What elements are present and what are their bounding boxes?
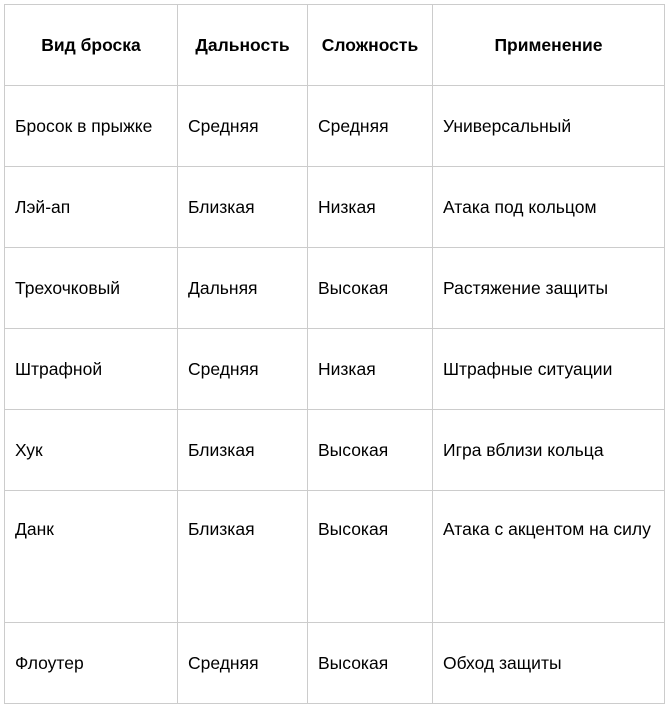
header-shot-type: Вид броска — [5, 5, 178, 86]
cell-range: Средняя — [178, 623, 308, 704]
cell-difficulty: Высокая — [308, 623, 433, 704]
table-row — [5, 329, 665, 410]
header-difficulty: Сложность — [308, 5, 433, 86]
cell-range: Дальняя — [178, 248, 308, 329]
cell-difficulty: Низкая — [308, 167, 433, 248]
table-row — [5, 410, 665, 491]
cell-range: Близкая — [178, 491, 308, 623]
cell-difficulty: Низкая — [308, 329, 433, 410]
cell-difficulty: Высокая — [308, 491, 433, 623]
header-range: Дальность — [178, 5, 308, 86]
cell-usage: Игра вблизи кольца — [433, 410, 665, 491]
cell-usage: Штрафные ситуации — [433, 329, 665, 410]
header-row — [5, 5, 665, 86]
cell-shot-type: Бросок в прыжке — [5, 86, 178, 167]
shot-types-table — [4, 4, 665, 704]
cell-range: Близкая — [178, 410, 308, 491]
cell-difficulty: Высокая — [308, 248, 433, 329]
cell-shot-type: Трехочковый — [5, 248, 178, 329]
cell-shot-type: Штрафной — [5, 329, 178, 410]
cell-shot-type: Лэй-ап — [5, 167, 178, 248]
cell-shot-type: Хук — [5, 410, 178, 491]
cell-shot-type: Флоутер — [5, 623, 178, 704]
cell-usage: Универсальный — [433, 86, 665, 167]
cell-difficulty: Высокая — [308, 410, 433, 491]
table-row — [5, 86, 665, 167]
cell-usage: Обход защиты — [433, 623, 665, 704]
cell-shot-type: Данк — [5, 491, 178, 623]
table-row — [5, 167, 665, 248]
cell-range: Близкая — [178, 167, 308, 248]
table-row — [5, 623, 665, 704]
cell-usage: Атака под кольцом — [433, 167, 665, 248]
table-row — [5, 248, 665, 329]
cell-range: Средняя — [178, 329, 308, 410]
header-usage: Применение — [433, 5, 665, 86]
cell-difficulty: Средняя — [308, 86, 433, 167]
cell-usage: Растяжение защиты — [433, 248, 665, 329]
table-row — [5, 491, 665, 623]
cell-usage: Атака с акцентом на силу — [433, 491, 665, 623]
cell-range: Средняя — [178, 86, 308, 167]
